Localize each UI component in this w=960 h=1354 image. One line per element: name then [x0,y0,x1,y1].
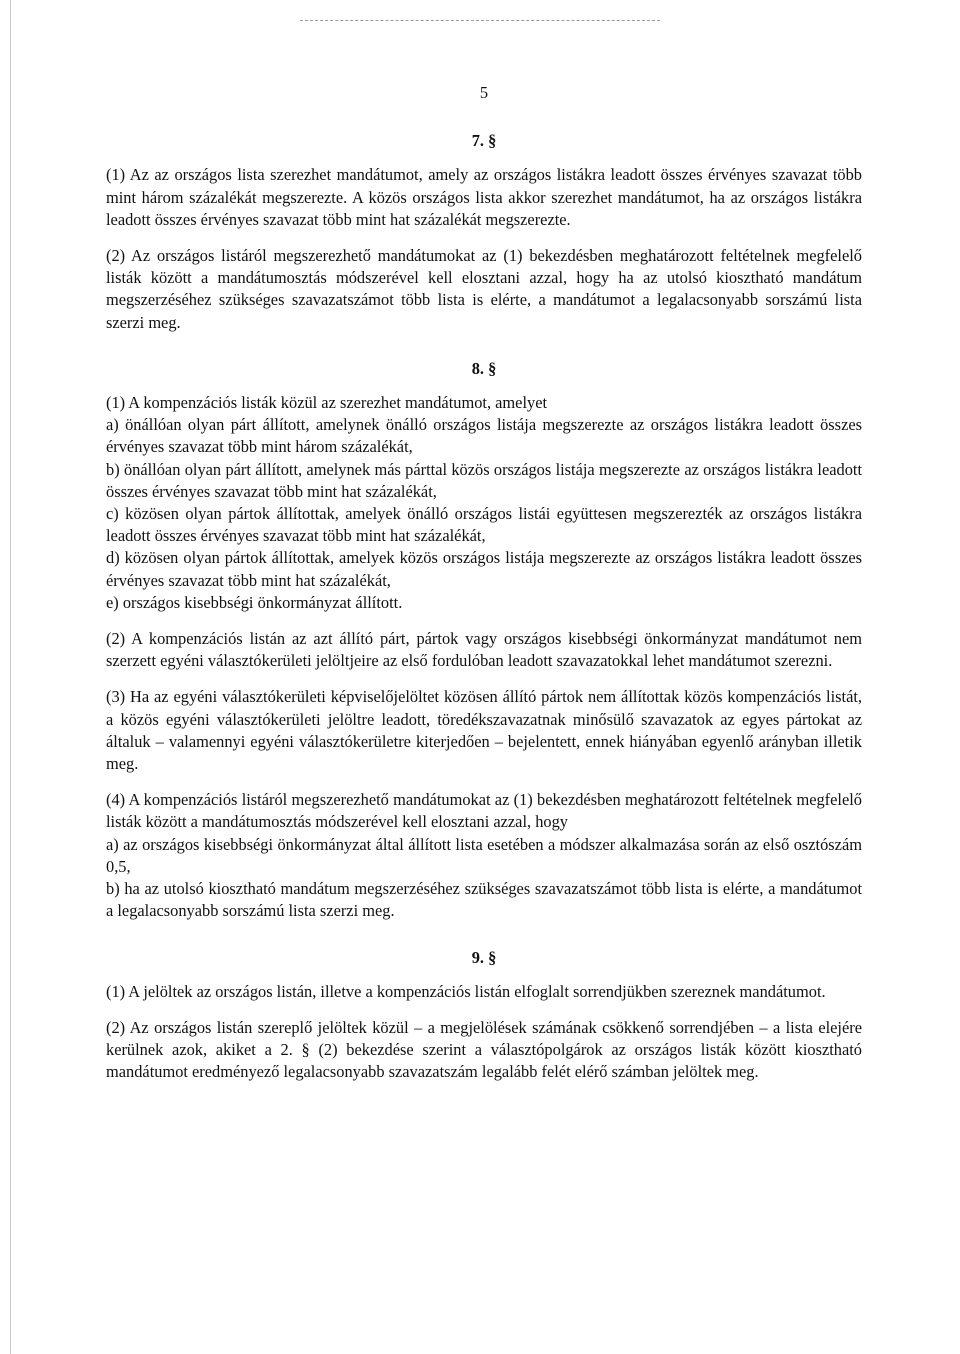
section-8-paragraph-1 [106,392,862,614]
section-8-p1-item-c: c) közösen olyan pártok állítottak, amelyek önálló országos listái együttesen megszerezték az országos listákra leadott összes érvényes szavazat több mint hat százalékát, [106,504,862,546]
section-8-p1-item-a: a) önállóan olyan párt állított, amelynek önálló országos listája megszerezte az országos listákra leadott összes érvényes szavazat több mint három százalékát, [106,415,862,457]
section-8-paragraph-3: (3) Ha az egyéni választókerületi képviselőjelöltet közösen állító pártok nem állítottak közös kompenzációs listát, a közös egyéni választókerületi jelöltre leadott, töredékszavazatnak minősülő szavazatok az egyes pártokat az általuk – valamennyi egyéni választókerületre kiterjedően – bejelentett, ennek hiányában egyenlő arányban illetik meg. [106,687,862,774]
section-7-title: 7. § [471,131,497,151]
section-7-paragraph-1: (1) Az az országos lista szerezhet mandátumot, amely az országos listákra leadott összes érvényes szavazat több mint három százalékát megszerezte. A közös országos lista akkor szerezhet mandátumot, ha az országos listákra leadott összes érvényes szavazat több mint hat százalékát megszerezte. [106,165,862,229]
section-8-p1-item-e: e) országos kisebbségi önkormányzat állított. [106,592,403,612]
document-page [106,82,862,1098]
section-8-title: 8. § [471,358,497,378]
section-9-title: 9. § [471,947,497,967]
section-8-paragraph-4 [106,789,862,922]
scan-edge [10,0,11,1354]
section-8-p1-intro: (1) A kompenzációs listák közül az szerezhet mandátumot, amelyet [106,393,548,413]
section-8-p1-item-b: b) önállóan olyan párt állított, amelynek más párttal közös országos listája megszerezte az országos listákra leadott összes érvényes szavazat több mint hat százalékát, [106,459,862,501]
section-9-paragraph-2: (2) Az országos listán szereplő jelöltek közül – a megjelölések számának csökkenő sorrendjében – a lista elejére kerülnek azok, akiket a 2. § (2) bekezdése szerint a választópolgárok az országos listák között kiosztható mandátumot eredményező legalacsonyabb szavazatszám legalább felét elérő számban jelöltek meg. [106,1017,862,1082]
section-9-paragraph-1: (1) A jelöltek az országos listán, illetve a kompenzációs listán elfoglalt sorrendjükben szereznek mandátumot. [106,981,826,1001]
section-8-p4-item-a: a) az országos kisebbségi önkormányzat által állított lista esetében a módszer alkalmazása során az első osztószám 0,5, [106,834,862,876]
section-8-p4-intro: (4) A kompenzációs listáról megszerezhető mandátumokat az (1) bekezdésben meghatározott feltételnek megfelelő listák között a mandátumosztás módszerével kell elosztani azzal, hogy [106,790,862,832]
section-7-paragraph-2: (2) Az országos listáról megszerezhető mandátumokat az (1) bekezdésben meghatározott feltételnek megfelelő listák között a mandátumosztás módszerével kell elosztani azzal, hogy ha az utolsó kiosztható mandátum megszerzéséhez szükséges szavazatszámot több lista is elérte, a mandátumot a legalacsonyabb sorszámú lista szerzi meg. [106,246,862,332]
section-8-paragraph-2: (2) A kompenzációs listán az azt állító párt, pártok vagy országos kisebbségi önkormányzat mandátumot nem szerzett egyéni választókerületi jelöltjeire az első fordulóban leadott szavazatokkal lehet mandátumot szerezni. [106,629,862,671]
section-8-p1-item-d: d) közösen olyan pártok állítottak, amelyek közös országos listája megszerezte az országos listákra leadott összes érvényes szavazat több mint hat százalékát, [106,548,862,590]
section-8-p4-item-b: b) ha az utolsó kiosztható mandátum megszerzéséhez szükséges szavazatszámot több lista is elérte, a mandátumot a legalacsonyabb sorszámú lista szerzi meg. [106,879,862,921]
page-number: 5 [479,83,489,102]
scan-artifact-line [300,20,660,21]
